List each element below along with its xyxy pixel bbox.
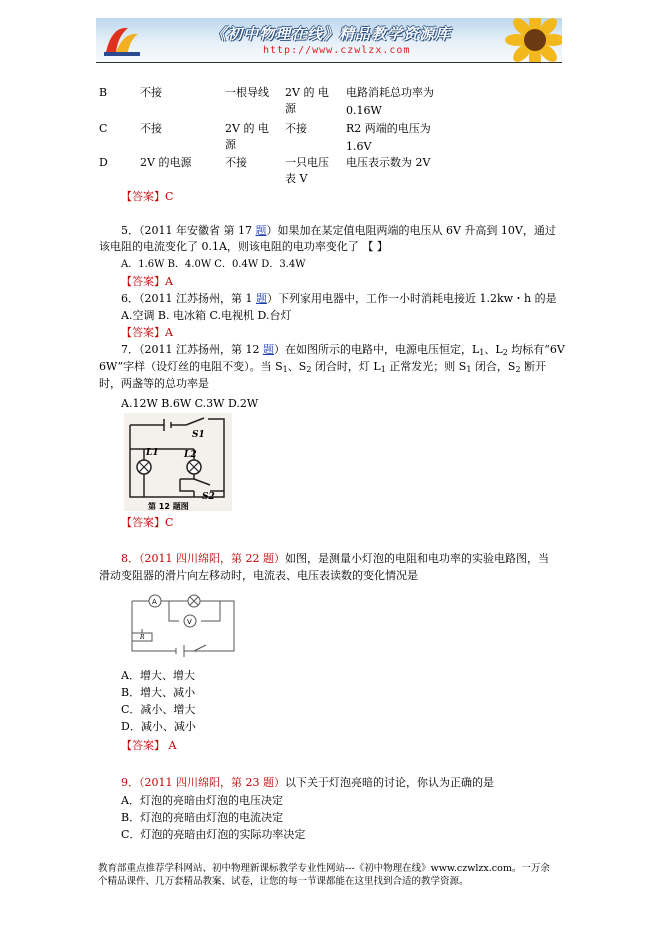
question-7-line3: 时，两盏等的总功率是 [99, 377, 209, 390]
table-cell: 2V 的电源 [140, 156, 192, 169]
table-cell: 2V 的 电 [225, 122, 269, 135]
table-cell: 2V 的 电 [285, 86, 329, 99]
question-5-line1 [121, 224, 556, 238]
table-cell: 不接 [285, 122, 307, 135]
question-text: 断开 [520, 360, 547, 373]
sunflower-icon [500, 18, 562, 62]
question-text: 闭合，S [471, 360, 516, 373]
subscript: 2 [306, 365, 312, 374]
question-text: ）下列家用电器中，工作一小时消耗电接近 1.2kw・h 的是 [266, 292, 557, 305]
table-cell: 1.6V [346, 140, 372, 153]
site-logo-icon [102, 22, 142, 58]
table-cell: 一根导线 [225, 86, 269, 99]
question-link[interactable]: 题 [255, 224, 267, 237]
question-5-line2: 该电阻的电流变化了 0.1A，则该电阻的电功率变化了 【 】 [99, 240, 388, 253]
question-8-option: D．减小、减小 [121, 720, 196, 733]
question-source: （2011 年安徽省 第 17 [139, 224, 256, 237]
question-link[interactable]: 题 [262, 343, 274, 356]
answer-label: 【答案】 [121, 326, 165, 339]
subscript: 1 [282, 365, 288, 374]
answer-label: 【答案】 [121, 275, 165, 288]
circuit-diagram-q8 [124, 593, 242, 657]
question-7-line1 [121, 343, 565, 360]
table-cell: R2 两端的电压为 [346, 122, 431, 135]
subscript: 1 [466, 365, 472, 374]
question-link[interactable]: 题 [255, 292, 267, 305]
question-8-option: A．增大、增大 [121, 669, 195, 682]
table-cell: B [99, 86, 108, 99]
table-cell: 不接 [140, 122, 162, 135]
footer-line-1: 教育部重点推荐学科网站、初中物理新课标教学专业性网站---《初中物理在线》www.czwlzx.com。一万余 [98, 863, 550, 874]
question-text: 、S [287, 360, 307, 373]
question-number: 5． [121, 224, 139, 237]
subscript: 1 [479, 348, 485, 357]
switch-label-s2: S2 [202, 492, 215, 502]
table-cell: 一只电压 [285, 156, 329, 169]
question-text: 、L [484, 343, 503, 356]
question-6-line1 [121, 292, 557, 306]
table-cell: D [99, 156, 108, 169]
question-text: 6W”字样（设灯丝的电阻不变）。当 S [99, 360, 283, 373]
answer-line [121, 739, 176, 753]
question-5-options: A．1.6W B．4.0W C．0.4W D．3.4W [121, 259, 306, 270]
question-6-options: A.空调 B. 电冰箱 C.电视机 D.台灯 [121, 309, 292, 322]
question-text: 正常发光；则 S [385, 360, 467, 373]
question-text: ）如果加在某定值电阻两端的电压从 6V 升高到 10V，通过 [266, 224, 556, 237]
table-cell: 源 [225, 138, 236, 151]
question-text: 闭合时，灯 L [311, 360, 381, 373]
question-8-option: B．增大、减小 [121, 686, 196, 699]
question-8-option: C．减小、增大 [121, 703, 196, 716]
rheostat-label: R [140, 634, 145, 641]
switch-label-s1: S1 [192, 430, 205, 440]
lamp-label-l2: L2 [184, 450, 197, 460]
lamp-label-l1: L1 [146, 448, 159, 458]
question-source: 9．（2011 四川绵阳，第 23 题） [121, 776, 285, 789]
question-source: 6．（2011 江苏扬州，第 1 [121, 292, 256, 305]
question-7-line2 [99, 360, 546, 377]
question-9-option: B．灯泡的亮暗由灯泡的电流决定 [121, 811, 284, 824]
answer-value: C [165, 190, 174, 203]
voltmeter-label: V [187, 618, 192, 626]
answer-value: A [165, 275, 173, 288]
table-cell: 0.16W [346, 104, 382, 117]
table-cell: 不接 [140, 86, 162, 99]
question-8-line2: 滑动变阻器的滑片向左移动时，电流表、电压表读数的变化情况是 [99, 569, 418, 582]
banner-title: 《初中物理在线》精品教学资源库 [211, 25, 452, 43]
banner-url[interactable]: http://www.czwlzx.com [263, 45, 411, 56]
answer-line [121, 326, 173, 340]
circuit-diagram-q7 [124, 413, 232, 511]
figure-caption: 第 12 题图 [148, 502, 189, 511]
question-text: 均标有“6V [507, 343, 565, 356]
table-cell: C [99, 122, 108, 135]
answer-value: A [165, 326, 173, 339]
answer-value: C [165, 516, 174, 529]
answer-label: 【答案】 [121, 516, 165, 529]
question-source: 7．（2011 江苏扬州，第 12 [121, 343, 263, 356]
question-text: 如图，是测量小灯泡的电阻和电功率的实验电路图，当 [284, 552, 549, 565]
answer-label: 【答案】 [121, 190, 165, 203]
subscript: 1 [380, 365, 386, 374]
question-9-line1 [121, 776, 494, 790]
answer-line [121, 516, 173, 530]
answer-value: A [165, 739, 177, 752]
question-text: ）在如图所示的电路中，电源电压恒定，L [273, 343, 480, 356]
table-cell: 电压表示数为 2V [346, 156, 431, 169]
question-8-line1 [121, 552, 549, 566]
ammeter-label: A [152, 598, 157, 606]
question-7-options: A.12W B.6W C.3W D.2W [121, 397, 259, 410]
table-cell: 不接 [225, 156, 247, 169]
question-9-option: A．灯泡的亮暗由灯泡的电压决定 [121, 794, 283, 807]
answer-line [121, 190, 173, 204]
table-cell: 表 V [285, 172, 308, 185]
subscript: 2 [515, 365, 521, 374]
table-cell: 源 [285, 102, 296, 115]
question-source: 8．（2011 四川绵阳，第 22 题） [121, 552, 285, 565]
question-9-option: C．灯泡的亮暗由灯泡的实际功率决定 [121, 828, 306, 841]
banner-divider [96, 62, 562, 63]
answer-label: 【答案】 [121, 739, 165, 752]
site-banner [96, 18, 562, 62]
question-text: 以下关于灯泡亮暗的讨论，你认为正确的是 [284, 776, 494, 789]
answer-line [121, 275, 173, 289]
footer-line-2: 个精品课件、几万套精品教案、试卷，让您的每一节课都能在这里找到合适的教学资源。 [98, 876, 469, 887]
subscript: 2 [502, 348, 508, 357]
table-cell: 电路消耗总功率为 [346, 86, 434, 99]
